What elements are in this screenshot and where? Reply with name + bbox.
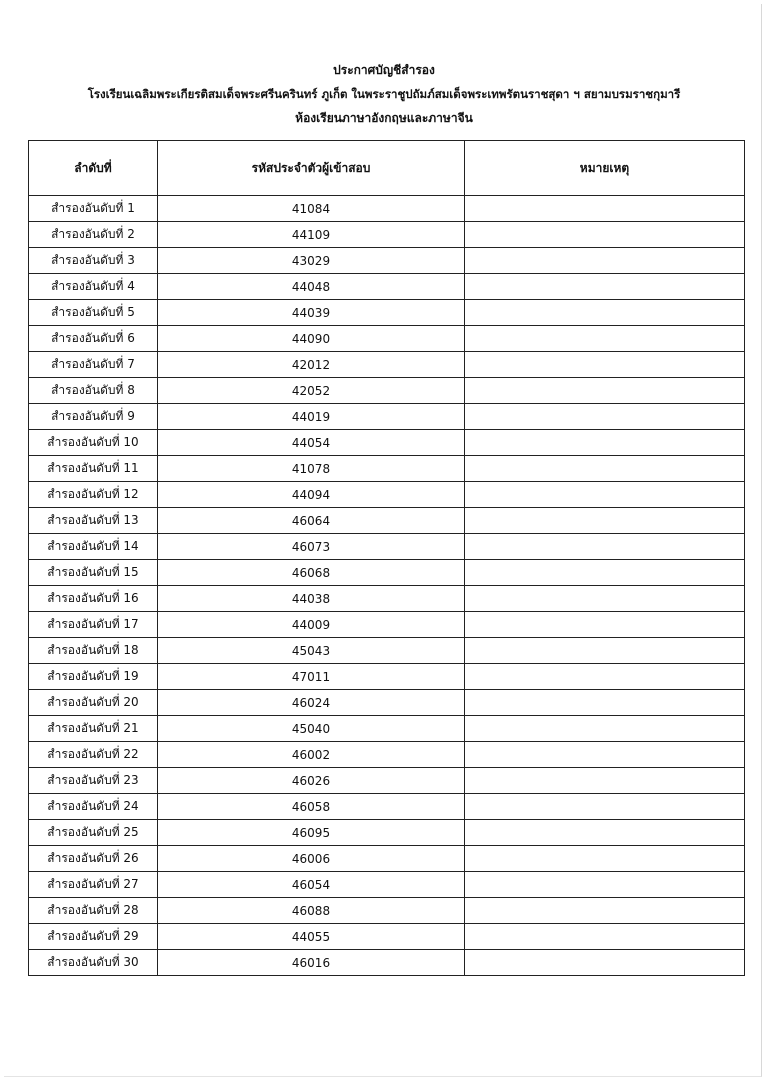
candidate-id-cell: 44109 — [158, 222, 465, 248]
rank-cell: สำรองอันดับที่ 29 — [29, 924, 158, 950]
table-row — [29, 222, 745, 248]
candidate-id-cell: 44009 — [158, 612, 465, 638]
rank-cell: สำรองอันดับที่ 11 — [29, 456, 158, 482]
candidate-id-cell: 46026 — [158, 768, 465, 794]
remarks-cell — [465, 846, 745, 872]
table-row — [29, 716, 745, 742]
candidate-id-cell: 44090 — [158, 326, 465, 352]
candidate-id-cell: 46006 — [158, 846, 465, 872]
remarks-cell — [465, 560, 745, 586]
remarks-cell — [465, 430, 745, 456]
rank-cell: สำรองอันดับที่ 30 — [29, 950, 158, 976]
rank-cell: สำรองอันดับที่ 20 — [29, 690, 158, 716]
candidate-id-cell: 46054 — [158, 872, 465, 898]
candidate-id-cell: 47011 — [158, 664, 465, 690]
candidate-id-cell: 46058 — [158, 794, 465, 820]
candidate-id-cell: 43029 — [158, 248, 465, 274]
table-row — [29, 664, 745, 690]
program-name: ห้องเรียนภาษาอังกฤษและภาษาจีน — [295, 111, 473, 125]
rank-cell: สำรองอันดับที่ 2 — [29, 222, 158, 248]
rank-cell: สำรองอันดับที่ 26 — [29, 846, 158, 872]
candidate-id-cell: 44054 — [158, 430, 465, 456]
candidate-id-cell: 46064 — [158, 508, 465, 534]
table-row — [29, 898, 745, 924]
rank-cell: สำรองอันดับที่ 10 — [29, 430, 158, 456]
candidate-id-cell: 46068 — [158, 560, 465, 586]
candidate-id-cell: 46016 — [158, 950, 465, 976]
reserve-list-table — [28, 140, 745, 976]
candidate-id-cell: 45043 — [158, 638, 465, 664]
candidate-id-cell: 46088 — [158, 898, 465, 924]
document-header — [0, 58, 768, 130]
remarks-cell — [465, 586, 745, 612]
remarks-cell — [465, 742, 745, 768]
column-header-candidate-id: รหัสประจำตัวผู้เข้าสอบ — [158, 141, 465, 196]
candidate-id-cell: 44038 — [158, 586, 465, 612]
rank-cell: สำรองอันดับที่ 5 — [29, 300, 158, 326]
column-header-rank: ลำดับที่ — [29, 141, 158, 196]
table-body — [29, 196, 745, 976]
rank-cell: สำรองอันดับที่ 14 — [29, 534, 158, 560]
table-row — [29, 586, 745, 612]
remarks-cell — [465, 794, 745, 820]
candidate-id-cell: 44055 — [158, 924, 465, 950]
remarks-cell — [465, 352, 745, 378]
remarks-cell — [465, 612, 745, 638]
table-row — [29, 534, 745, 560]
remarks-cell — [465, 664, 745, 690]
rank-cell: สำรองอันดับที่ 22 — [29, 742, 158, 768]
rank-cell: สำรองอันดับที่ 3 — [29, 248, 158, 274]
table-row — [29, 430, 745, 456]
remarks-cell — [465, 508, 745, 534]
table-row — [29, 924, 745, 950]
remarks-cell — [465, 274, 745, 300]
remarks-cell — [465, 456, 745, 482]
table-row — [29, 638, 745, 664]
candidate-id-cell: 44094 — [158, 482, 465, 508]
remarks-cell — [465, 898, 745, 924]
table-row — [29, 742, 745, 768]
remarks-cell — [465, 196, 745, 222]
rank-cell: สำรองอันดับที่ 13 — [29, 508, 158, 534]
rank-cell: สำรองอันดับที่ 17 — [29, 612, 158, 638]
candidate-id-cell: 44039 — [158, 300, 465, 326]
candidate-id-cell: 42052 — [158, 378, 465, 404]
remarks-cell — [465, 716, 745, 742]
rank-cell: สำรองอันดับที่ 7 — [29, 352, 158, 378]
table-row — [29, 560, 745, 586]
remarks-cell — [465, 768, 745, 794]
table-row — [29, 196, 745, 222]
table-row — [29, 768, 745, 794]
remarks-cell — [465, 820, 745, 846]
rank-cell: สำรองอันดับที่ 15 — [29, 560, 158, 586]
table-row — [29, 612, 745, 638]
remarks-cell — [465, 222, 745, 248]
candidate-id-cell: 42012 — [158, 352, 465, 378]
rank-cell: สำรองอันดับที่ 28 — [29, 898, 158, 924]
candidate-id-cell: 46095 — [158, 820, 465, 846]
table-row — [29, 846, 745, 872]
rank-cell: สำรองอันดับที่ 24 — [29, 794, 158, 820]
candidate-id-cell: 41078 — [158, 456, 465, 482]
rank-cell: สำรองอันดับที่ 27 — [29, 872, 158, 898]
table-row — [29, 508, 745, 534]
rank-cell: สำรองอันดับที่ 19 — [29, 664, 158, 690]
remarks-cell — [465, 378, 745, 404]
remarks-cell — [465, 950, 745, 976]
rank-cell: สำรองอันดับที่ 9 — [29, 404, 158, 430]
rank-cell: สำรองอันดับที่ 23 — [29, 768, 158, 794]
remarks-cell — [465, 482, 745, 508]
remarks-cell — [465, 300, 745, 326]
candidate-id-cell: 46002 — [158, 742, 465, 768]
rank-cell: สำรองอันดับที่ 4 — [29, 274, 158, 300]
table-row — [29, 274, 745, 300]
table-row — [29, 482, 745, 508]
table-row — [29, 300, 745, 326]
table-row — [29, 404, 745, 430]
candidate-id-cell: 41084 — [158, 196, 465, 222]
candidate-id-cell: 46024 — [158, 690, 465, 716]
table-row — [29, 950, 745, 976]
table-row — [29, 872, 745, 898]
column-header-remarks: หมายเหตุ — [465, 141, 745, 196]
rank-cell: สำรองอันดับที่ 8 — [29, 378, 158, 404]
table-row — [29, 352, 745, 378]
rank-cell: สำรองอันดับที่ 1 — [29, 196, 158, 222]
table-row — [29, 378, 745, 404]
remarks-cell — [465, 872, 745, 898]
school-name: โรงเรียนเฉลิมพระเกียรติสมเด็จพระศรีนครินทร์ ภูเก็ต ในพระราชูปถัมภ์สมเด็จพระเทพรัตนราชสุดา ฯ สยามบรมราชกุมารี — [87, 87, 681, 101]
candidate-id-cell: 45040 — [158, 716, 465, 742]
remarks-cell — [465, 326, 745, 352]
remarks-cell — [465, 924, 745, 950]
remarks-cell — [465, 248, 745, 274]
table-header-row — [29, 141, 745, 196]
rank-cell: สำรองอันดับที่ 25 — [29, 820, 158, 846]
table-row — [29, 326, 745, 352]
candidate-id-cell: 46073 — [158, 534, 465, 560]
remarks-cell — [465, 638, 745, 664]
table-row — [29, 248, 745, 274]
rank-cell: สำรองอันดับที่ 21 — [29, 716, 158, 742]
remarks-cell — [465, 534, 745, 560]
table-row — [29, 690, 745, 716]
rank-cell: สำรองอันดับที่ 18 — [29, 638, 158, 664]
table-row — [29, 820, 745, 846]
rank-cell: สำรองอันดับที่ 6 — [29, 326, 158, 352]
candidate-id-cell: 44019 — [158, 404, 465, 430]
rank-cell: สำรองอันดับที่ 12 — [29, 482, 158, 508]
table-row — [29, 794, 745, 820]
remarks-cell — [465, 404, 745, 430]
remarks-cell — [465, 690, 745, 716]
document-title: ประกาศบัญชีสำรอง — [333, 63, 435, 77]
table-row — [29, 456, 745, 482]
rank-cell: สำรองอันดับที่ 16 — [29, 586, 158, 612]
candidate-id-cell: 44048 — [158, 274, 465, 300]
